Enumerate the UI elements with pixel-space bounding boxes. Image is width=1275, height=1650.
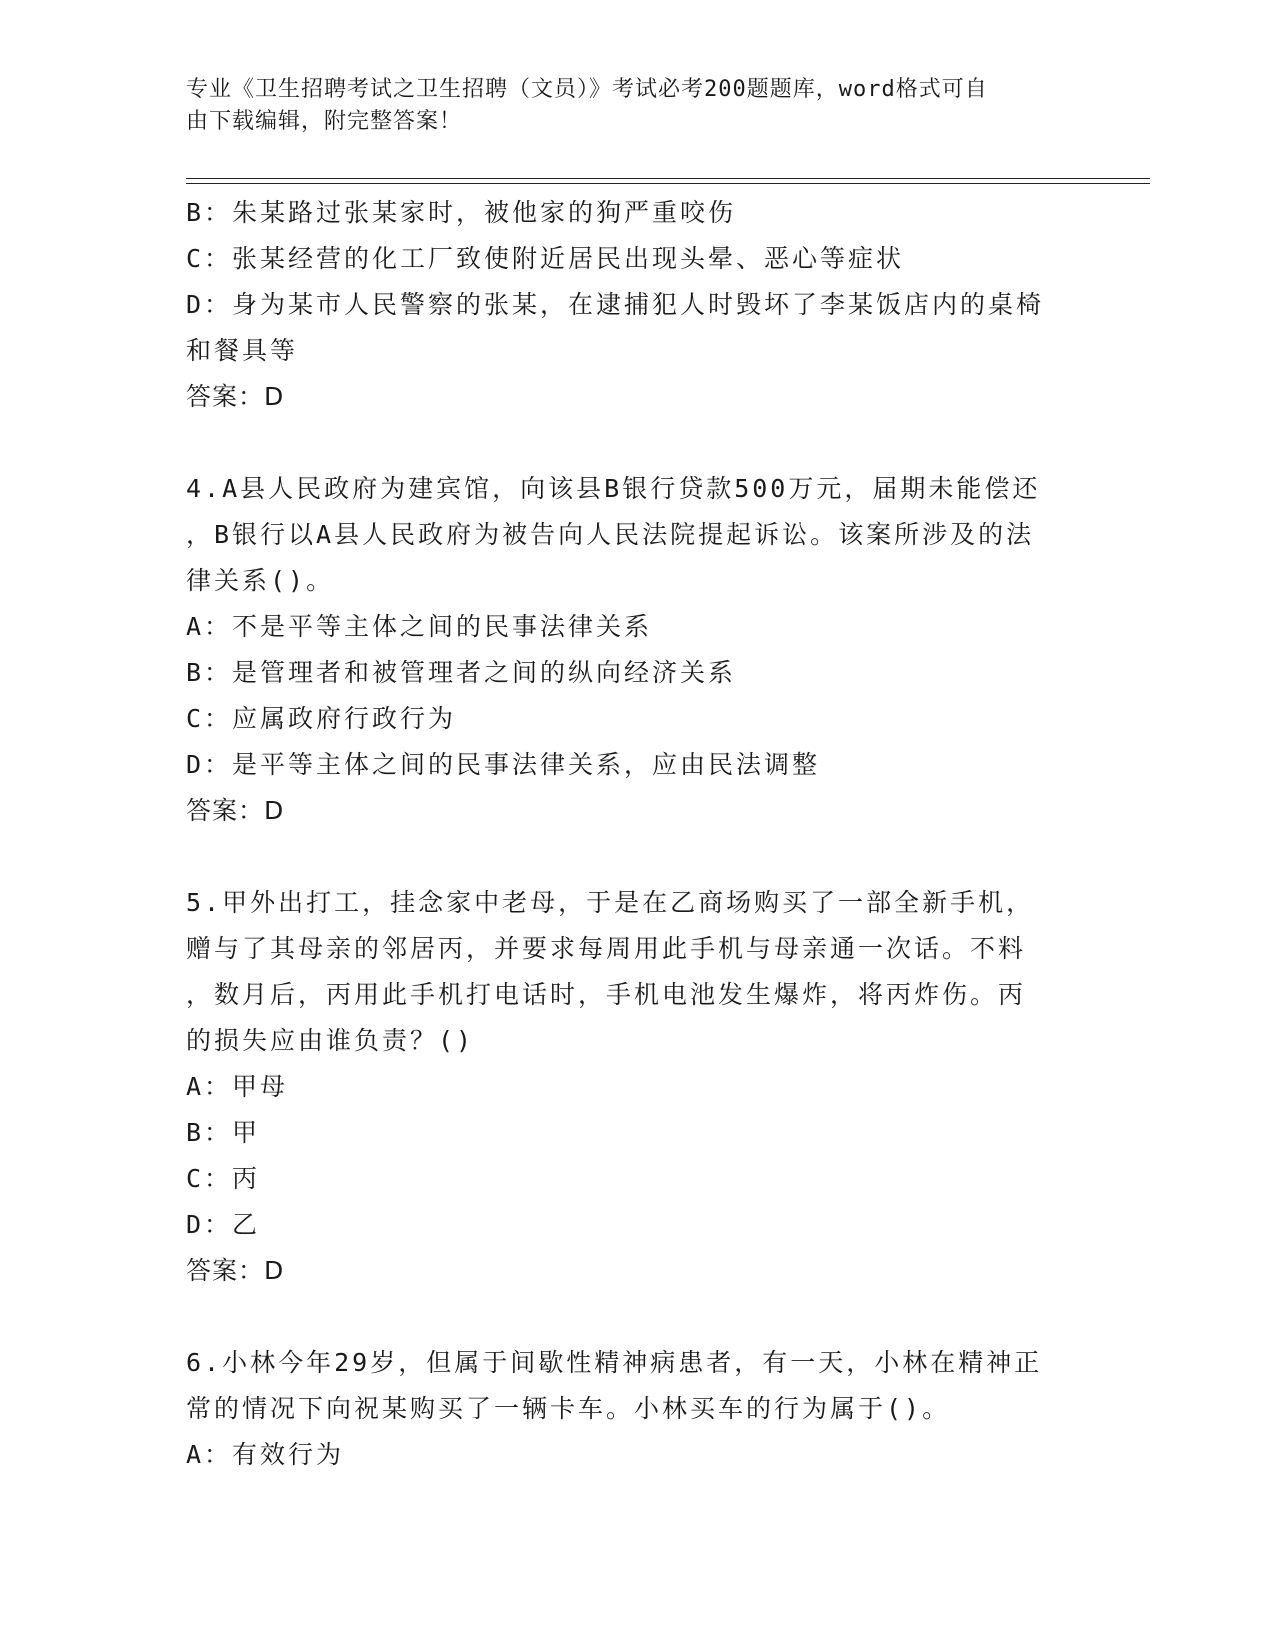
q4-answer: 答案：D [186,796,285,825]
q6-option-a: A：有效行为 [186,1440,345,1469]
q3-option-d-line-2: 和餐具等 [186,336,299,365]
question-list [186,190,1086,1478]
q5-option-b: B：甲 [186,1118,261,1147]
q5-stem-line-3: ，数月后，丙用此手机打电话时，手机电池发生爆炸，将丙炸伤。丙 [186,980,1027,1009]
q3-option-d-line-1: D：身为某市人民警察的张某，在逮捕犯人时毁坏了李某饭店内的桌椅 [186,290,1045,319]
q6-stem-line-2: 常的情况下向祝某购买了一辆卡车。小林买车的行为属于()。 [186,1394,951,1423]
document-header [186,74,1066,138]
q3-answer: 答案：D [186,382,285,411]
q5-stem-line-2: 赠与了其母亲的邻居丙，并要求每周用此手机与母亲通一次话。不料 [186,934,1027,963]
header-divider-bottom [186,183,1150,184]
q5-option-c: C：丙 [186,1164,261,1193]
question-5 [186,880,1086,1294]
q4-stem-line-3: 律关系()。 [186,566,335,595]
q5-answer: 答案：D [186,1256,285,1285]
q5-option-d: D：乙 [186,1210,261,1239]
question-4 [186,466,1086,834]
q4-option-d: D：是平等主体之间的民事法律关系，应由民法调整 [186,750,821,779]
q4-option-b: B：是管理者和被管理者之间的纵向经济关系 [186,658,737,687]
header-divider-top [186,178,1150,179]
question-3 [186,190,1086,420]
q6-stem-line-1: 6.小林今年29岁，但属于间歇性精神病患者，有一天，小林在精神正 [186,1348,1043,1377]
spacer [186,1294,1086,1340]
q3-option-c: C：张某经营的化工厂致使附近居民出现头晕、恶心等症状 [186,244,905,273]
q4-stem-line-2: ，B银行以A县人民政府为被告向人民法院提起诉讼。该案所涉及的法 [186,520,1035,549]
spacer [186,834,1086,880]
q4-option-c: C：应属政府行政行为 [186,704,457,733]
q4-stem-line-1: 4.A县人民政府为建宾馆，向该县B银行贷款500万元，届期未能偿还 [186,474,1041,503]
q4-option-a: A：不是平等主体之间的民事法律关系 [186,612,653,641]
question-6 [186,1340,1086,1478]
header-line-1: 专业《卫生招聘考试之卫生招聘（文员）》考试必考200题题库，word格式可自 [186,77,988,102]
q5-option-a: A：甲母 [186,1072,289,1101]
spacer [186,420,1086,466]
q5-stem-line-1: 5.甲外出打工，挂念家中老母，于是在乙商场购买了一部全新手机， [186,888,1035,917]
q5-stem-line-4: 的损失应由谁负责？() [186,1026,475,1055]
q3-option-b: B：朱某路过张某家时，被他家的狗严重咬伤 [186,198,737,227]
header-line-2: 由下载编辑，附完整答案！ [186,109,463,134]
